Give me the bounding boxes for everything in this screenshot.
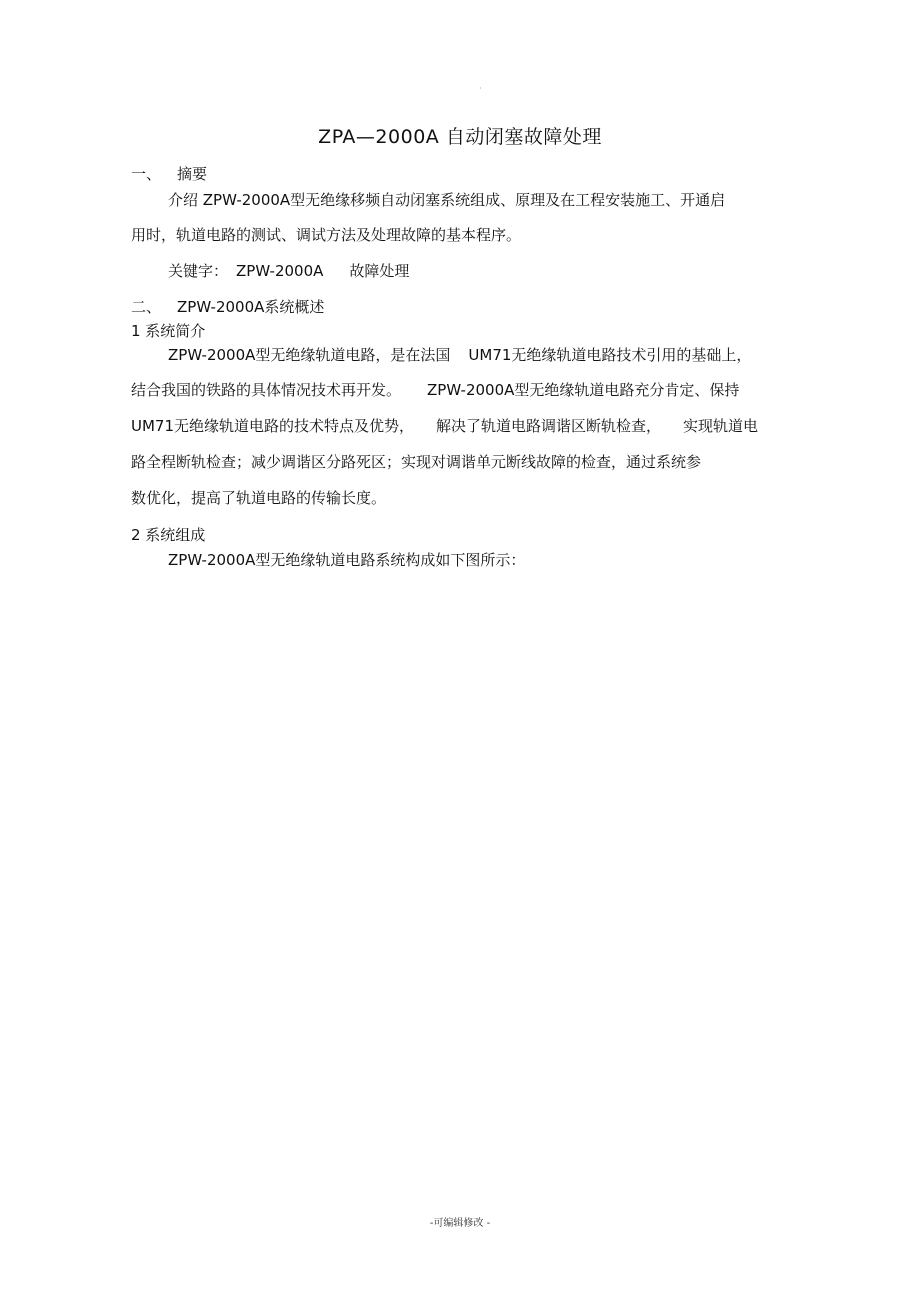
intro-line-2 [131,379,739,400]
intro-line-2-part-b: ZPW-2000A型无绝缘轨道电路充分肯定、保持 [427,381,740,399]
keyword-1: ZPW-2000A [236,262,324,280]
subsection1-heading: 1 系统简介 [131,322,206,340]
section2-heading [131,296,324,317]
section2-heading-number: 二、 [131,298,162,316]
section1-heading-text: 摘要 [177,165,208,183]
intro-line-2-part-a: 结合我国的铁路的具体情况技术再开发。 [131,381,402,399]
composition-line-1: ZPW-2000A型无绝缘轨道电路系统构成如下图所示： [168,551,526,569]
intro-line-3-part-a: UM71无绝缘轨道电路的技术特点及优势， [131,417,415,435]
intro-line-1-part-a: ZPW-2000A型无绝缘轨道电路，是在法国 [168,346,451,364]
section1-heading-number: 一、 [131,165,162,183]
header-mark: · [479,84,482,93]
intro-line-3-part-c: 实现轨道电 [683,417,759,435]
intro-line-3-part-b: 解决了轨道电路调谐区断轨检查， [436,417,662,435]
abstract-line-1: 介绍 ZPW-2000A型无绝缘移频自动闭塞系统组成、原理及在工程安装施工、开通启 [168,191,726,209]
keyword-2: 故障处理 [349,262,410,280]
section2-heading-text: ZPW-2000A系统概述 [177,298,325,316]
intro-line-3 [131,415,758,436]
subsection2-heading: 2 系统组成 [131,526,206,544]
page-footer: -可编辑修改 - [429,1218,491,1229]
intro-line-4: 路全程断轨检查；减少调谐区分路死区；实现对调谐单元断线故障的检查，通过系统参 [131,453,702,471]
section1-heading [131,163,207,184]
intro-line-5: 数优化，提高了轨道电路的传输长度。 [131,489,387,507]
keywords-line [168,260,409,281]
intro-line-1 [168,344,751,365]
document-title: ZPA—2000A 自动闭塞故障处理 [318,126,602,148]
intro-line-1-part-b: UM71无绝缘轨道电路技术引用的基础上， [468,346,752,364]
abstract-line-2: 用时，轨道电路的测试、调试方法及处理故障的基本程序。 [131,226,522,244]
keywords-label: 关键字： [168,262,229,280]
